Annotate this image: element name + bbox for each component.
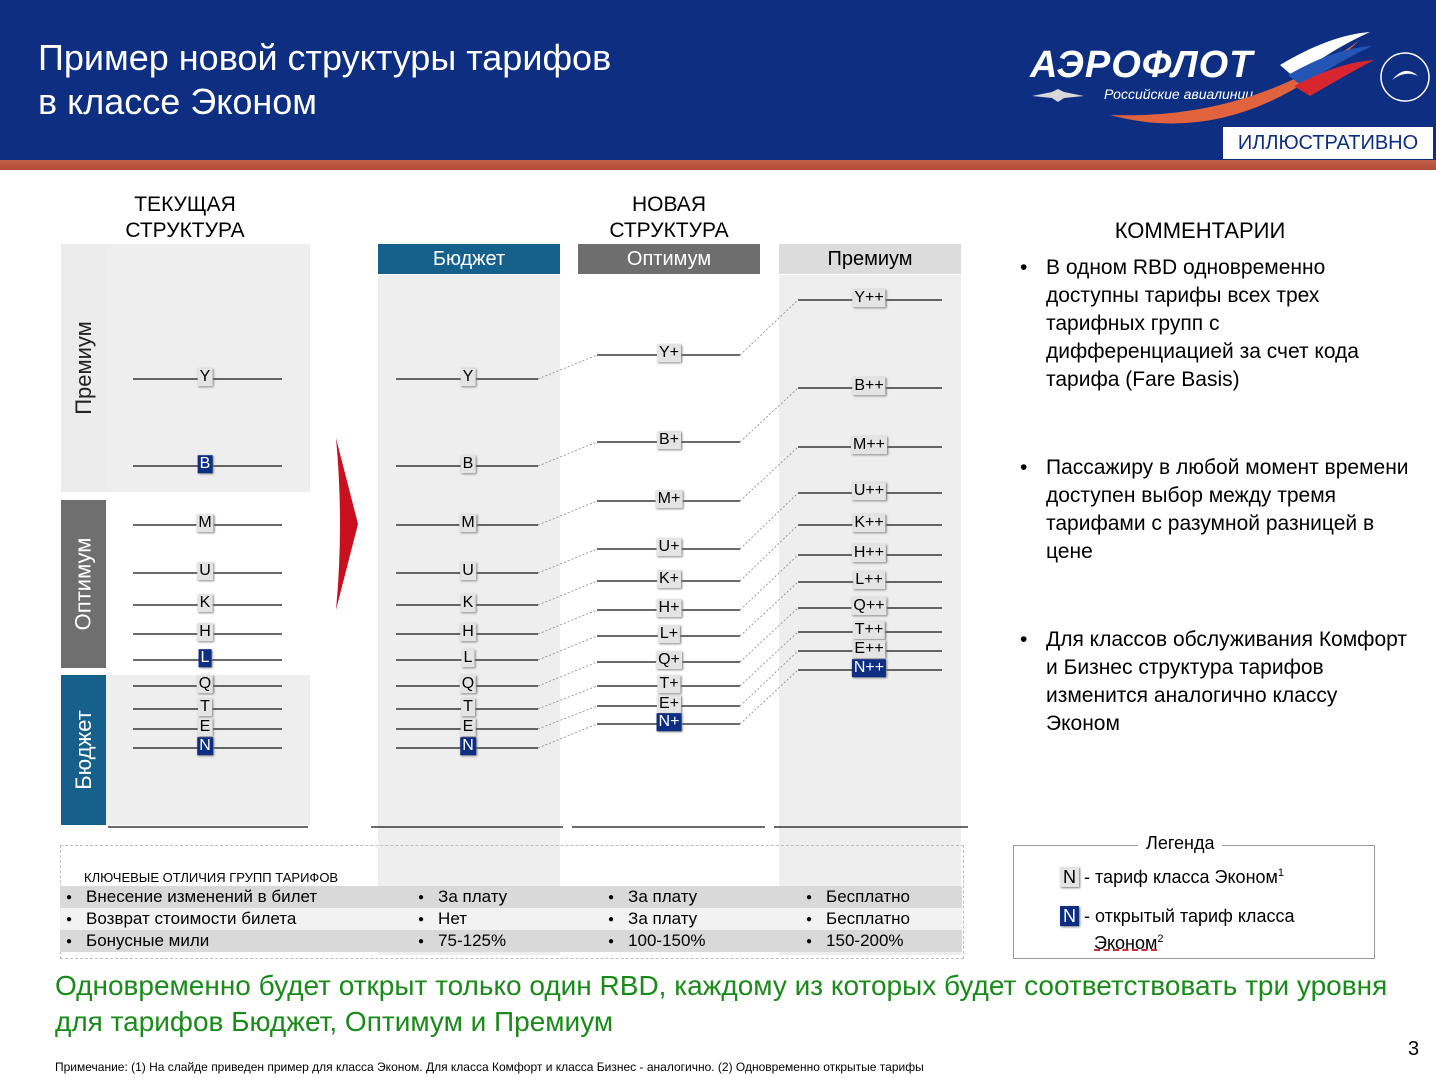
current-fare-code: Q: [198, 675, 212, 693]
budget-cell: 75-125%: [438, 931, 507, 950]
new-heading-line-2: СТРУКТУРА: [609, 219, 729, 242]
current-fare-code: T: [200, 698, 210, 716]
comment-item: [1020, 626, 1410, 738]
table-row: [60, 908, 962, 930]
premium-fare-code: N++: [853, 659, 885, 677]
current-heading-line-2: СТРУКТУРА: [125, 219, 245, 242]
premium-cell: 150-200%: [826, 931, 904, 950]
bullet-icon: ●: [608, 935, 615, 947]
current-fare-code: B: [199, 455, 211, 473]
footnote: Примечание: (1) На слайде приведен пример для класса Эконом. Для класса Комфорт и класса Бизнес - аналогично. (2) Одновременно открытые тарифы: [55, 1060, 924, 1074]
optimum-fare-code: T+: [659, 675, 679, 693]
legend-open-text-2: Эконом: [1094, 933, 1158, 953]
bullet-icon: ●: [418, 913, 425, 925]
legend-open-code: N: [1060, 906, 1079, 926]
bullet-icon: •: [1020, 628, 1028, 651]
legend-closed-text: - тариф класса Эконом: [1084, 867, 1278, 887]
optimum-cell: За плату: [628, 909, 698, 928]
legend-closed-sup: 1: [1277, 867, 1285, 879]
premium-cell: Бесплатно: [826, 887, 910, 906]
bullet-icon: ●: [418, 891, 425, 903]
premium-fare-code: M++: [852, 436, 886, 454]
premium-fare-code: H++: [853, 544, 885, 562]
budget-fare-code: B: [462, 455, 474, 473]
comment-text: В одном RBD одновременно доступны тарифы всех трех тарифных групп с дифференциацией за счет кода тарифа (Fare Basis): [1046, 256, 1359, 391]
premium-fare-code: U++: [853, 482, 885, 500]
title-line-2: в классе Эконом: [38, 81, 318, 122]
comment-text: Для классов обслуживания Комфорт и Бизнес структура тарифов изменится аналогично классу Эконом: [1046, 628, 1407, 735]
table-row: [60, 886, 962, 908]
bullet-icon: ●: [66, 935, 73, 947]
aeroflot-logo-subtitle: Российские авиалинии: [1104, 86, 1254, 102]
current-fare-code: L: [200, 649, 210, 667]
budget-cell: Нет: [438, 909, 467, 928]
premium-fare-code: L++: [855, 571, 883, 589]
conclusion-text: Одновременно будет открыт только один RBD, каждому из которых будет соответствовать три уровня для тарифов Бюджет, Оптимум и Премиум: [55, 970, 1388, 1037]
bullet-icon: ●: [418, 935, 425, 947]
title-line-1: Пример новой структуры тарифов: [38, 37, 612, 78]
bullet-icon: ●: [66, 913, 73, 925]
optimum-cell: За плату: [628, 887, 698, 906]
legend-closed-fare: [1060, 862, 1284, 888]
feature-cell: Внесение изменений в билет: [86, 887, 318, 906]
budget-fare-code: T: [463, 698, 473, 716]
optimum-fare-code: Q+: [658, 651, 680, 669]
premium-fare-code: E++: [854, 640, 884, 658]
aeroflot-logo: АЭРОФЛОТ: [1030, 44, 1254, 86]
differences-title: КЛЮЧЕВЫЕ ОТЛИЧИЯ ГРУПП ТАРИФОВ: [84, 870, 339, 885]
bullet-icon: ●: [608, 891, 615, 903]
budget-cell: За плату: [438, 887, 508, 906]
comment-item: [1020, 454, 1410, 566]
budget-fare-code: H: [462, 623, 474, 641]
budget-fare-code: L: [463, 649, 473, 667]
budget-fare-code: Q: [461, 675, 475, 693]
budget-fare-code: E: [462, 718, 474, 736]
feature-cell: Бонусные мили: [86, 931, 210, 950]
bullet-icon: ●: [806, 935, 813, 947]
bullet-icon: •: [1020, 256, 1028, 279]
premium-cell: Бесплатно: [826, 909, 910, 928]
new-heading-line-1: НОВАЯ: [632, 193, 706, 216]
current-fare-code: N: [199, 737, 211, 755]
budget-group-header: Бюджет: [378, 244, 560, 274]
comment-item: [1020, 254, 1410, 394]
comment-text: Пассажиру в любой момент времени доступен выбор между тремя тарифами с разумной разницей в цене: [1046, 456, 1409, 563]
budget-fare-code: K: [462, 594, 474, 612]
current-fare-code: K: [199, 594, 211, 612]
optimum-fare-code: L+: [659, 625, 679, 643]
premium-fare-code: B++: [854, 377, 884, 395]
premium-fare-code: Y++: [854, 289, 884, 307]
comments-heading: КОММЕНТАРИИ: [1114, 218, 1286, 243]
bullet-icon: •: [1020, 456, 1028, 479]
bullet-icon: ●: [806, 913, 813, 925]
legend-open-text-1: - открытый тариф класса: [1084, 906, 1295, 926]
legend-open-sup: 2: [1157, 933, 1164, 945]
current-heading-line-1: ТЕКУЩАЯ: [134, 193, 236, 216]
current-group-optimum-label: Оптимум: [70, 537, 96, 631]
optimum-fare-code: K+: [658, 570, 680, 588]
current-fare-code: M: [198, 514, 212, 532]
bullet-icon: ●: [608, 913, 615, 925]
current-fare-code: Y: [199, 368, 211, 386]
budget-fare-code: U: [462, 562, 474, 580]
current-group-budget-label: Бюджет: [70, 710, 96, 790]
optimum-fare-code: B+: [658, 431, 680, 449]
table-row: [60, 930, 962, 952]
budget-fare-code: M: [461, 514, 475, 532]
legend-title: Легенда: [1138, 833, 1222, 854]
budget-fare-code: Y: [462, 368, 474, 386]
optimum-fare-code: U+: [658, 538, 680, 556]
current-fare-code: H: [199, 623, 211, 641]
page-number: 3: [1408, 1038, 1420, 1060]
optimum-cell: 100-150%: [628, 931, 706, 950]
feature-cell: Возврат стоимости билета: [86, 909, 297, 928]
current-fare-code: U: [199, 562, 211, 580]
premium-fare-code: Q++: [853, 597, 885, 615]
bullet-icon: ●: [806, 891, 813, 903]
bullet-icon: ●: [66, 891, 73, 903]
optimum-fare-code: H+: [658, 599, 680, 617]
optimum-fare-code: E+: [658, 695, 680, 713]
current-fare-code: E: [199, 718, 211, 736]
premium-group-header: Премиум: [779, 244, 961, 274]
illustrative-badge: ИЛЛЮСТРАТИВНО: [1222, 126, 1434, 160]
legend-closed-code: N: [1060, 867, 1079, 887]
optimum-group-header: Оптимум: [578, 244, 760, 274]
optimum-fare-code: M+: [657, 490, 681, 508]
optimum-fare-code: Y+: [658, 344, 680, 362]
premium-fare-code: K++: [854, 514, 884, 532]
legend-open-fare: [1060, 905, 1294, 955]
optimum-fare-code: N+: [658, 713, 680, 731]
budget-fare-code: N: [462, 737, 474, 755]
premium-fare-code: T++: [854, 621, 884, 639]
current-group-premium-label: Премиум: [70, 321, 96, 415]
